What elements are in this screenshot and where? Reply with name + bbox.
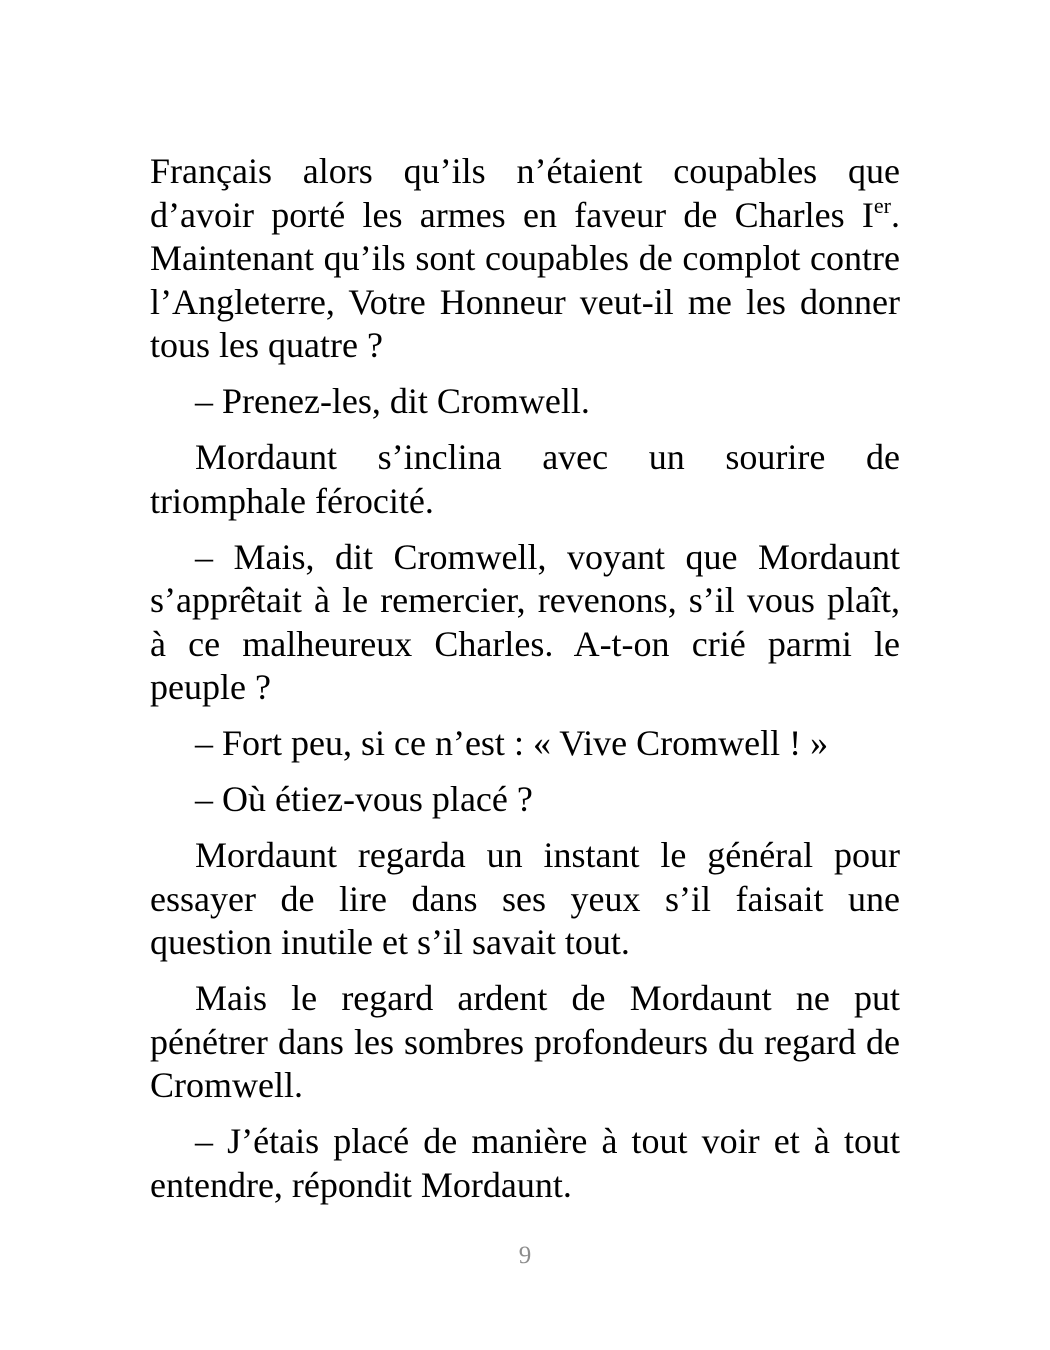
page-number: 9 (518, 1242, 532, 1269)
paragraph-5: – Fort peu, si ce n’est : « Vive Cromwell ! » (195, 723, 829, 763)
paragraph-1-text-a: Français alors qu’ils n’étaient coupables que d’avoir porté les armes en faveur de Charles I (150, 151, 900, 235)
paragraph-7: Mordaunt regarda un instant le général pour essayer de lire dans ses yeux s’il faisait une question inutile et s’il savait tout. (150, 835, 900, 962)
paragraph-8: Mais le regard ardent de Mordaunt ne put pénétrer dans les sombres profondeurs du regard de Cromwell. (150, 978, 900, 1105)
paragraph-3: Mordaunt s’inclina avec un sourire de triomphale férocité. (150, 437, 900, 521)
paragraph-1-text-b: . Maintenant qu’ils sont coupables de complot contre l’Angleterre, Votre Honneur veut-il me les donner tous les quatre ? (150, 194, 900, 365)
page-body (150, 150, 900, 1220)
paragraph-1 (150, 150, 900, 368)
paragraph-9: – J’étais placé de manière à tout voir et à tout entendre, répondit Mordaunt. (150, 1121, 900, 1205)
superscript-er: er (873, 192, 891, 218)
paragraph-6: – Où étiez-vous placé ? (195, 779, 533, 819)
paragraph-2: – Prenez-les, dit Cromwell. (195, 381, 590, 421)
paragraph-4: – Mais, dit Cromwell, voyant que Mordaunt s’apprêtait à le remercier, revenons, s’il vous plaît, à ce malheureux Charles. A-t-on crié parmi le peuple ? (150, 536, 900, 707)
